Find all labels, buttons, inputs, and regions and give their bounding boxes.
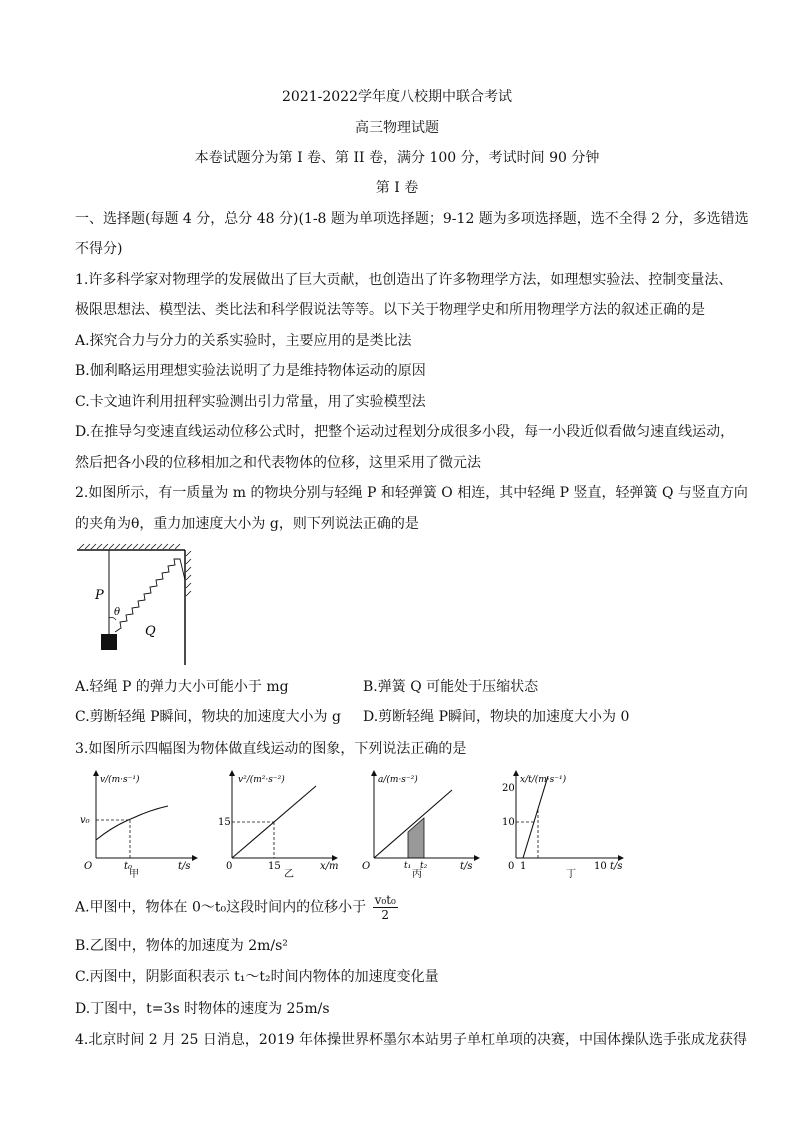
bing-xtick2: t₂	[420, 861, 428, 871]
q3-option-d: D.丁图中，t=3s 时物体的速度为 25m/s	[75, 1001, 330, 1017]
x-over-t-line	[523, 776, 548, 858]
q1-stem-line1: 1.许多科学家对物理学的发展做出了巨大贡献，也创造出了许多物理学方法，如理想实验法、控制变量法、	[75, 272, 733, 288]
bing-name: 丙	[412, 869, 422, 878]
q3-stem: 3.如图所示四幅图为物体做直线运动的图象，下列说法正确的是	[75, 741, 467, 757]
yi-origin: 0	[226, 861, 233, 872]
bing-ylabel: a/(m·s⁻²)	[378, 775, 418, 785]
q1-option-d-line2: 然后把各小段的位移相加之和代表物体的位移，这里采用了微元法	[75, 455, 481, 471]
y-arrow	[513, 770, 519, 776]
bing-xlabel: t/s	[460, 861, 473, 872]
bing-origin: O	[362, 861, 371, 872]
q2-option-d: D.剪断轻绳 P瞬间，物块的加速度大小为 0	[363, 709, 630, 725]
q1-option-c: C.卡文迪许利用扭秤实验测出引力常量，用了实验模型法	[75, 394, 426, 410]
fraction-numerator: v₀t₀	[374, 893, 396, 907]
ding-xtick1: 1	[520, 861, 527, 872]
y-arrow	[371, 770, 377, 776]
q3-option-a-fraction	[373, 893, 398, 922]
yi-ylabel: v²/(m²·s⁻²)	[238, 775, 285, 785]
wall-hatching	[186, 551, 191, 596]
ding-ytick1: 10	[502, 817, 515, 828]
ding-origin: 0	[508, 861, 515, 872]
jia-name: 甲	[129, 869, 139, 878]
y-arrow	[229, 770, 235, 776]
q1-option-a: A.探究合力与分力的关系实验时，主要应用的是类比法	[75, 333, 412, 349]
q2-option-c: C.剪断轻绳 P瞬间，物块的加速度大小为 g	[75, 709, 341, 725]
section-heading-line2: 不得分)	[75, 241, 123, 257]
graph-ding	[498, 768, 628, 878]
ding-xtick2: 10	[594, 861, 607, 872]
ding-ytick2: 20	[502, 783, 515, 794]
shaded-area	[408, 818, 424, 858]
jia-ylabel: v/(m·s⁻¹)	[100, 775, 140, 785]
label-q: Q	[145, 624, 156, 639]
q2-option-b: B.弹簧 Q 可能处于压缩状态	[363, 679, 539, 695]
q1-option-d-line1: D.在推导匀变速直线运动位移公式时，把整个运动过程划分成很多小段，每一小段近似看做匀速直线运动，	[75, 424, 735, 440]
q2-figure	[75, 542, 195, 670]
label-p: P	[95, 588, 104, 603]
jia-ytick: v₀	[80, 815, 90, 826]
graph-yi	[218, 768, 342, 878]
yi-name: 乙	[284, 869, 294, 878]
jia-origin: O	[84, 861, 93, 872]
label-theta: θ	[114, 607, 121, 618]
yi-ytick: 15	[218, 817, 231, 828]
x-arrow	[192, 855, 198, 861]
jia-xtick: t₀	[124, 861, 133, 872]
bing-xtick1: t₁	[404, 861, 412, 871]
yi-xtick: 15	[268, 861, 281, 872]
q3-option-a	[75, 893, 735, 927]
q3-option-c: C.丙图中，阴影面积表示 t₁～t₂时间内物体的加速度变化量	[75, 969, 439, 985]
x-arrow	[474, 855, 480, 861]
q3-option-b: B.乙图中，物体的加速度为 2m/s²	[75, 938, 288, 954]
q4-stem: 4.北京时间 2 月 25 日消息，2019 年体操世界杯墨尔本站男子单杠单项的决赛，中国体操队选手张成龙获得	[75, 1032, 747, 1048]
graph-jia	[78, 768, 198, 878]
fraction-denominator: 2	[381, 908, 390, 922]
q1-stem-line2: 极限思想法、模型法、类比法和科学假说法等等。以下关于物理学史和所用物理学方法的叙述正确的是	[75, 302, 705, 318]
v-t-curve	[96, 806, 168, 840]
yi-xlabel: x/m	[320, 861, 339, 872]
y-arrow	[93, 770, 99, 776]
ding-name: 丁	[566, 869, 576, 878]
section-heading-line1: 一、选择题(每题 4 分，总分 48 分)(1-8 题为单项选择题；9-12 题为多项选择题，选不全得 2 分，多选错选	[75, 211, 749, 227]
ding-ylabel: x/t/(m·s⁻¹)	[520, 775, 567, 785]
graph-bing	[360, 768, 484, 878]
ceiling-hatching	[79, 544, 180, 549]
ding-xlabel: t/s	[610, 861, 623, 872]
spring-q	[115, 559, 185, 632]
jia-xlabel: t/s	[178, 861, 191, 872]
q3-option-a-text: A.甲图中，物体在 0～t₀这段时间内的位移小于	[75, 899, 367, 916]
block-m	[101, 634, 117, 650]
part-title: 第 I 卷	[375, 180, 419, 196]
q1-option-b: B.伽利略运用理想实验法说明了力是维持物体运动的原因	[75, 363, 426, 379]
exam-info: 本卷试题分为第 I 卷、第 II 卷，满分 100 分，考试时间 90 分钟	[194, 150, 600, 166]
subject-title: 高三物理试题	[355, 120, 439, 136]
q2-stem-line1: 2.如图所示，有一质量为 m 的物块分别与轻绳 P 和轻弹簧 O 相连，其中轻绳 P 竖直，轻弹簧 Q 与竖直方向	[75, 485, 748, 501]
q2-stem-line2: 的夹角为θ，重力加速度大小为 g，则下列说法正确的是	[75, 516, 419, 532]
q2-option-a: A.轻绳 P 的弹力大小可能小于 mg	[75, 679, 289, 695]
exam-title: 2021-2022学年度八校期中联合考试	[282, 89, 512, 105]
